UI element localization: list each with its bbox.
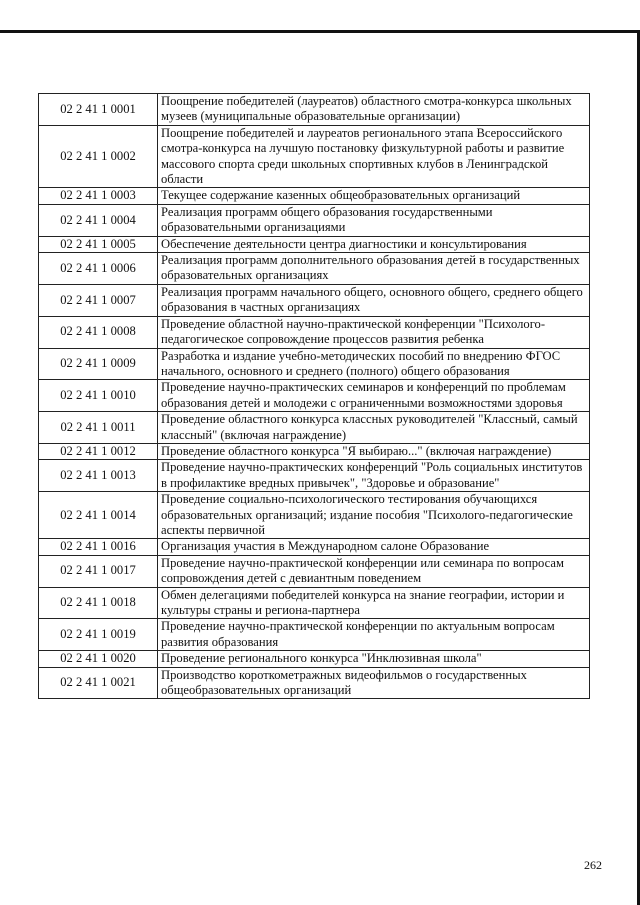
row-code: 02 2 41 1 0002 xyxy=(39,125,158,188)
table-row xyxy=(39,492,590,539)
table-body xyxy=(39,94,590,699)
row-code: 02 2 41 1 0006 xyxy=(39,253,158,285)
row-description: Проведение научно-практических семинаров и конференций по проблемам образования детей и молодежи с ограниченными возможностями здоровья xyxy=(158,380,590,412)
row-code: 02 2 41 1 0001 xyxy=(39,94,158,126)
table-row xyxy=(39,667,590,699)
table-row xyxy=(39,125,590,188)
table-row xyxy=(39,236,590,252)
row-code: 02 2 41 1 0012 xyxy=(39,443,158,459)
table-row xyxy=(39,94,590,126)
table-row xyxy=(39,412,590,444)
row-description: Реализация программ начального общего, основного общего, среднего общего образования в частных организациях xyxy=(158,284,590,316)
table-row xyxy=(39,539,590,555)
row-code: 02 2 41 1 0016 xyxy=(39,539,158,555)
table-row xyxy=(39,587,590,619)
table-row xyxy=(39,460,590,492)
row-description: Поощрение победителей и лауреатов регионального этапа Всероссийского смотра-конкурса на лучшую постановку физкультурной работы и развитие массового спорта среди школьных спортивных клубов в Ленинградской области xyxy=(158,125,590,188)
budget-codes-table xyxy=(38,93,590,699)
row-code: 02 2 41 1 0017 xyxy=(39,555,158,587)
table-row xyxy=(39,555,590,587)
row-description: Проведение регионального конкурса "Инклюзивная школа" xyxy=(158,651,590,667)
table-row xyxy=(39,188,590,204)
row-description: Реализация программ дополнительного образования детей в государственных образовательных организациях xyxy=(158,253,590,285)
row-code: 02 2 41 1 0004 xyxy=(39,204,158,236)
row-description: Проведение областной научно-практической конференции "Психолого-педагогическое сопровождение процессов развития ребенка xyxy=(158,316,590,348)
table-row xyxy=(39,204,590,236)
table-row xyxy=(39,380,590,412)
row-description: Реализация программ общего образования государственными образовательными организациями xyxy=(158,204,590,236)
row-description: Проведение научно-практической конференции по актуальным вопросам развития образования xyxy=(158,619,590,651)
row-code: 02 2 41 1 0005 xyxy=(39,236,158,252)
row-code: 02 2 41 1 0014 xyxy=(39,492,158,539)
row-code: 02 2 41 1 0008 xyxy=(39,316,158,348)
row-code: 02 2 41 1 0019 xyxy=(39,619,158,651)
row-description: Обмен делегациями победителей конкурса на знание географии, истории и культуры страны и региона-партнера xyxy=(158,587,590,619)
table-row xyxy=(39,443,590,459)
table-row xyxy=(39,619,590,651)
row-code: 02 2 41 1 0021 xyxy=(39,667,158,699)
row-code: 02 2 41 1 0020 xyxy=(39,651,158,667)
row-description: Проведение социально-психологического тестирования обучающихся образовательных организаций; издание пособия "Психолого-педагогические аспекты первичной xyxy=(158,492,590,539)
page-number: 262 xyxy=(584,858,602,872)
row-description: Разработка и издание учебно-методических пособий по внедрению ФГОС начального, основного и среднего (полного) общего образования xyxy=(158,348,590,380)
row-description: Проведение научно-практической конференции или семинара по вопросам сопровождения детей с девиантным поведением xyxy=(158,555,590,587)
table-row xyxy=(39,253,590,285)
row-description: Проведение научно-практических конференций "Роль социальных институтов в профилактике вредных привычек", "Здоровье и образование" xyxy=(158,460,590,492)
row-description: Обеспечение деятельности центра диагностики и консультирования xyxy=(158,236,590,252)
row-code: 02 2 41 1 0003 xyxy=(39,188,158,204)
row-description: Производство короткометражных видеофильмов о государственных общеобразовательных организаций xyxy=(158,667,590,699)
row-code: 02 2 41 1 0018 xyxy=(39,587,158,619)
row-description: Проведение областного конкурса классных руководителей "Классный, самый классный" (включая награждение) xyxy=(158,412,590,444)
row-description: Организация участия в Международном салоне Образование xyxy=(158,539,590,555)
top-border-line xyxy=(0,30,640,33)
table-row xyxy=(39,316,590,348)
row-code: 02 2 41 1 0013 xyxy=(39,460,158,492)
row-description: Текущее содержание казенных общеобразовательных организаций xyxy=(158,188,590,204)
table-row xyxy=(39,348,590,380)
table-row xyxy=(39,284,590,316)
row-description: Проведение областного конкурса "Я выбираю..." (включая награждение) xyxy=(158,443,590,459)
row-code: 02 2 41 1 0011 xyxy=(39,412,158,444)
row-code: 02 2 41 1 0007 xyxy=(39,284,158,316)
row-code: 02 2 41 1 0010 xyxy=(39,380,158,412)
row-description: Поощрение победителей (лауреатов) областного смотра-конкурса школьных музеев (муниципальные образовательные организации) xyxy=(158,94,590,126)
row-code: 02 2 41 1 0009 xyxy=(39,348,158,380)
table-row xyxy=(39,651,590,667)
